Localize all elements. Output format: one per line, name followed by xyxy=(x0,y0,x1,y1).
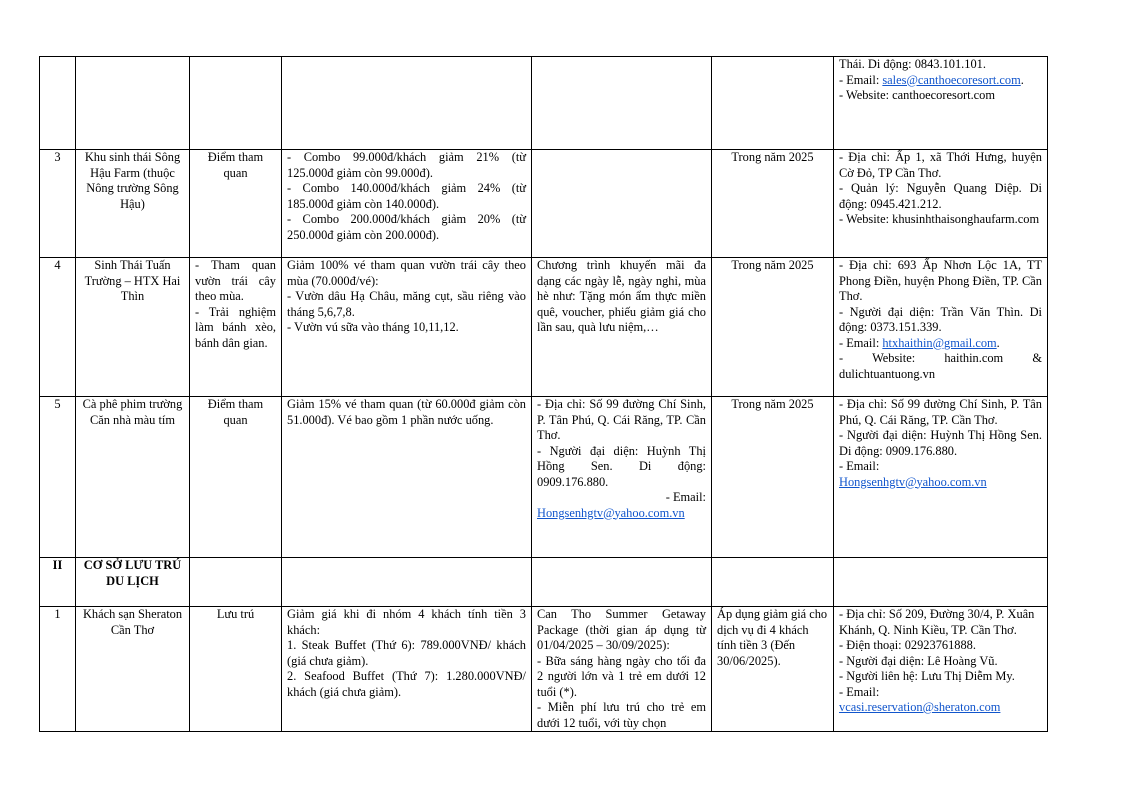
contact-line: - Người đại diện: Lê Hoàng Vũ. xyxy=(839,653,998,668)
cell-contact xyxy=(834,258,1048,397)
cell-program xyxy=(532,397,712,558)
program-line: - Bữa sáng hàng ngày cho tối đa 2 người lớn và 1 trẻ em dưới 12 tuổi (*). xyxy=(537,653,706,699)
type-line: - Trải nghiệm làm bánh xèo, bánh dân gian. xyxy=(195,304,276,350)
contact-line: - Địa chỉ: Ấp 1, xã Thới Hưng, huyện Cờ Đỏ, TP Cần Thơ. xyxy=(839,150,1042,180)
cell-contact xyxy=(834,607,1048,732)
cell-stt: 5 xyxy=(40,397,76,558)
email-link[interactable]: vcasi.reservation@sheraton.com xyxy=(839,700,1001,714)
promo-line: - Vườn dâu Hạ Châu, măng cụt, sầu riêng vào tháng 5,6,7,8. xyxy=(287,289,526,319)
program-line: - Miễn phí lưu trú cho trẻ em dưới 12 tuổi, với tùy chọn xyxy=(537,700,706,730)
contact-line: - Website: haithin.com & dulichtuantuong.vn xyxy=(839,351,1042,381)
cell-program: Chương trình khuyến mãi đa dạng các ngày lễ, ngày nghỉ, mùa hè như: Tặng món ẩm thực miền quê, voucher, phiếu giảm giá cho lần sau, quà lưu niệm,… xyxy=(532,258,712,397)
promo-line: Giảm giá khi đi nhóm 4 khách tính tiền 3 khách: xyxy=(287,607,526,637)
cell-promo xyxy=(282,607,532,732)
punctuation: . xyxy=(1020,72,1024,87)
cell-type: Điểm tham quan xyxy=(190,397,282,558)
cell-name: Sinh Thái Tuấn Trường – HTX Hai Thìn xyxy=(76,258,190,397)
section-number: II xyxy=(40,558,76,607)
cell-type xyxy=(190,558,282,607)
cell-stt: 4 xyxy=(40,258,76,397)
cell-type: Lưu trú xyxy=(190,607,282,732)
cell-contact xyxy=(834,558,1048,607)
table-row xyxy=(40,558,1048,607)
contact-line: - Email: xyxy=(839,684,880,699)
cell-time: Trong năm 2025 xyxy=(712,150,834,258)
cell-name: Khu sinh thái Sông Hậu Farm (thuộc Nông trường Sông Hậu) xyxy=(76,150,190,258)
cell-promo xyxy=(282,258,532,397)
program-line: - Người đại diện: Huỳnh Thị Hồng Sen. Di động: 0909.176.880. xyxy=(537,443,706,489)
cell-program xyxy=(532,607,712,732)
promo-line: - Combo 140.000đ/khách giảm 24% (từ 185.000đ giảm còn 140.000đ). xyxy=(287,181,526,211)
promo-line: - Combo 200.000đ/khách giảm 20% (từ 250.000đ giảm còn 200.000đ). xyxy=(287,212,526,242)
cell-promo xyxy=(282,150,532,258)
cell-contact xyxy=(834,150,1048,258)
contact-line: - Người đại diện: Huỳnh Thị Hồng Sen. Di động: 0909.176.880. xyxy=(839,428,1042,458)
program-line: Can Tho Summer Getaway Package (thời gian áp dụng từ 01/04/2025 – 30/09/2025): xyxy=(537,607,706,652)
contact-line: - Người đại diện: Trần Văn Thìn. Di động: 0373.151.339. xyxy=(839,304,1042,334)
contact-line: - Điện thoại: 02923761888. xyxy=(839,638,976,652)
cell-time: Trong năm 2025 xyxy=(712,258,834,397)
promo-line: 1. Steak Buffet (Thứ 6): 789.000VNĐ/ khách (giá chưa giảm). xyxy=(287,638,526,668)
cell-promo: Giảm 15% vé tham quan (từ 60.000đ giảm còn 51.000đ). Vé bao gồm 1 phần nước uống. xyxy=(282,397,532,558)
cell-type: Điểm tham quan xyxy=(190,150,282,258)
contact-line: - Địa chỉ: Số 209, Đường 30/4, P. Xuân Khánh, Q. Ninh Kiều, TP. Cần Thơ. xyxy=(839,607,1035,637)
table-row xyxy=(40,607,1048,732)
contact-line: - Email: xyxy=(839,335,883,350)
cell-stt: 1 xyxy=(40,607,76,732)
contact-line: - Quản lý: Nguyễn Quang Diệp. Di động: 0945.421.212. xyxy=(839,181,1042,211)
contact-line: - Địa chỉ: Số 99 đường Chí Sinh, P. Tân Phú, Q. Cái Răng, TP. Cần Thơ. xyxy=(839,397,1042,427)
contact-line: - Website: canthoecoresort.com xyxy=(839,88,996,102)
contact-line: - Người liên hệ: Lưu Thị Diễm My. xyxy=(839,669,1015,683)
program-line: - Email: xyxy=(665,490,706,504)
cell-contact xyxy=(834,397,1048,558)
table-row xyxy=(40,258,1048,397)
cell-name xyxy=(76,57,190,150)
email-link[interactable]: htxhaithin@gmail.com xyxy=(882,335,997,350)
cell-time: Trong năm 2025 xyxy=(712,397,834,558)
cell-program xyxy=(532,558,712,607)
email-link[interactable]: sales@canthoecoresort.com xyxy=(882,72,1021,87)
program-line: - Địa chỉ: Số 99 đường Chí Sinh, P. Tân Phú, Q. Cái Răng, TP. Cần Thơ. xyxy=(537,397,706,442)
promo-line: 2. Seafood Buffet (Thứ 7): 1.280.000VNĐ/ khách (giá chưa giảm). xyxy=(287,669,526,699)
promotion-table xyxy=(39,56,1048,732)
cell-time xyxy=(712,558,834,607)
cell-type xyxy=(190,258,282,397)
cell-name: Cà phê phim trường Căn nhà màu tím xyxy=(76,397,190,558)
cell-stt xyxy=(40,57,76,150)
cell-program xyxy=(532,150,712,258)
promo-line: Giảm 100% vé tham quan vườn trái cây theo mùa (70.000đ/vé): xyxy=(287,258,526,288)
cell-name: Khách sạn Sheraton Cần Thơ xyxy=(76,607,190,732)
promo-line: - Combo 99.000đ/khách giảm 21% (từ 125.000đ giảm còn 99.000đ). xyxy=(287,150,526,180)
email-link[interactable]: Hongsenhgtv@yahoo.com.vn xyxy=(537,505,685,520)
cell-time xyxy=(712,57,834,150)
contact-line: - Địa chỉ: 693 Ấp Nhơn Lộc 1A, TT Phong Điền, huyện Phong Điền, TP. Cần Thơ. xyxy=(839,258,1042,303)
table-row xyxy=(40,57,1048,150)
cell-program xyxy=(532,57,712,150)
table-row xyxy=(40,397,1048,558)
punctuation: . xyxy=(996,335,1000,350)
contact-line: - Email: xyxy=(839,459,880,473)
table-row xyxy=(40,150,1048,258)
cell-time: Áp dụng giảm giá cho dịch vụ đi 4 khách tính tiền 3 (Đến 30/06/2025). xyxy=(712,607,834,732)
cell-contact xyxy=(834,57,1048,150)
cell-promo xyxy=(282,558,532,607)
contact-line: Thái. Di động: 0843.101.101. xyxy=(839,57,986,71)
section-title: CƠ SỞ LƯU TRÚ DU LỊCH xyxy=(76,558,190,607)
promo-line: - Vườn vú sữa vào tháng 10,11,12. xyxy=(287,320,459,334)
type-line: - Tham quan vườn trái cây theo mùa. xyxy=(195,258,276,303)
contact-line: - Email: xyxy=(839,72,883,87)
cell-promo xyxy=(282,57,532,150)
cell-stt: 3 xyxy=(40,150,76,258)
email-link[interactable]: Hongsenhgtv@yahoo.com.vn xyxy=(839,474,987,489)
contact-line: - Website: khusinhthaisonghaufarm.com xyxy=(839,212,1040,226)
cell-type xyxy=(190,57,282,150)
